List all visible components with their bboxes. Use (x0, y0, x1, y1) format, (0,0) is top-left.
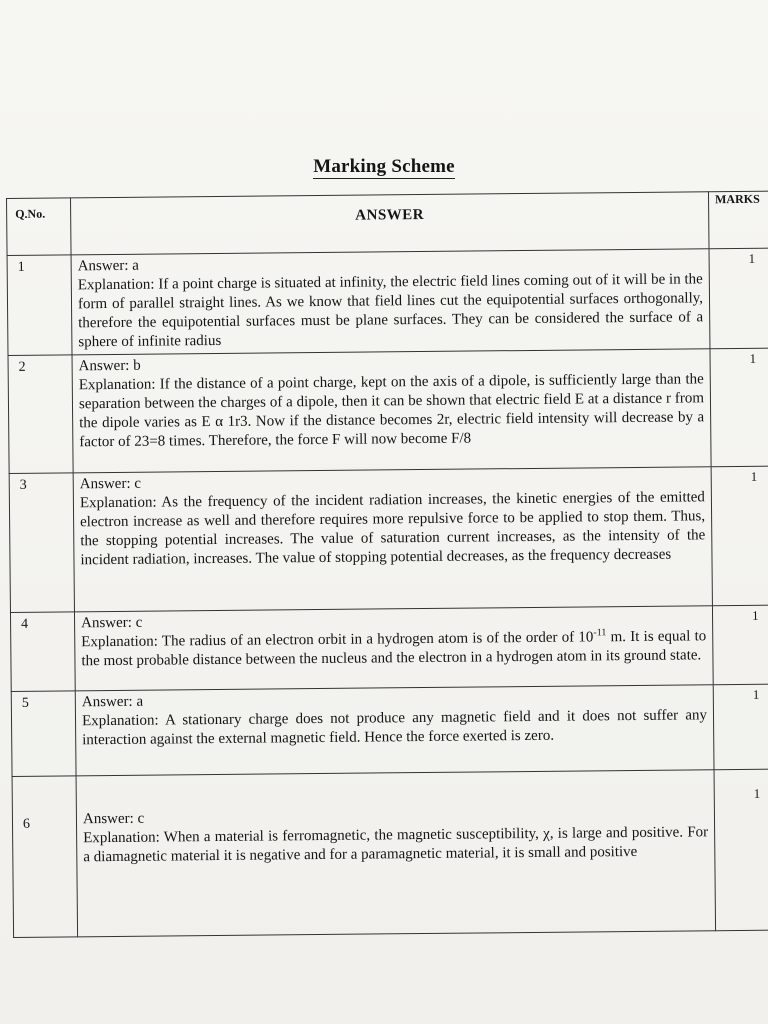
answer-cell (73, 467, 712, 612)
answer-explanation: Explanation: When a material is ferromagnetic, the magnetic susceptibility, χ, is large and positive. For a diamagnetic material it is negative and for a paramagnetic material, it is small and positive (83, 824, 709, 866)
answer-cell (74, 606, 713, 691)
marking-scheme-table (6, 191, 768, 938)
table-header-row (7, 191, 768, 255)
marks-cell (710, 348, 768, 467)
answer-explanation-start: Explanation: The radius of an electron orbit in a hydrogen atom is of the order of 10 (81, 629, 594, 651)
answer-label: Answer: c (81, 614, 143, 632)
marks-value: 1 (752, 686, 760, 702)
marks-cell (714, 769, 768, 931)
answer-cell (72, 349, 711, 473)
answer-cell (75, 685, 714, 776)
answer-cell (71, 249, 710, 355)
answer-label: Answer: a (77, 257, 139, 275)
answer-explanation: Explanation: If a point charge is situated at infinity, the electric field lines coming out of it will be in the form of parallel straight lines. As we know that field lines cut the equipotential surfaces orthogonally, therefore the equipotential surfaces must be plane surfaces. They can be considered the surface of a sphere of infinite radius (77, 271, 704, 351)
question-number: 6 (12, 776, 78, 938)
table-row (7, 248, 768, 355)
table-row (12, 769, 768, 937)
qno-header: Q.No. (7, 198, 72, 256)
marking-scheme-sheet (6, 191, 768, 938)
marks-cell (709, 248, 768, 349)
title-text: Marking Scheme (313, 156, 455, 177)
answer-explanation: Explanation: If the distance of a point charge, kept on the axis of a dipole, is sufficiently large than the separation between the charges of a dipole, then it can be shown that electric field E at a distance r from the dipole varies as E α 1r3. Now if the distance becomes 2r, electric field intensity will decrease by a factor of 23=8 times. Therefore, the force F will now become F/8 (78, 371, 705, 451)
question-number: 3 (9, 473, 74, 613)
question-number: 2 (8, 355, 73, 474)
question-number: 1 (7, 255, 72, 356)
answer-cell (76, 770, 716, 937)
answer-label: Answer: c (79, 475, 142, 493)
marks-cell (712, 605, 768, 685)
marks-value: 1 (750, 468, 758, 484)
question-number: 5 (11, 691, 76, 777)
table-row (10, 605, 768, 691)
answer-explanation-end: m. It is equal to the most probable distance between the nucleus and the electron in a hydrogen atom in its ground state. (81, 628, 707, 670)
answer-label: Answer: c (82, 810, 145, 828)
table-row (11, 684, 768, 776)
answer-explanation: Explanation: A stationary charge does not produce any magnetic field and it does not suffer any interaction against the external magnetic field. Hence the force exerted is zero. (81, 707, 708, 749)
table-row (9, 466, 768, 612)
marks-value: 1 (749, 350, 757, 366)
marks-cell (711, 466, 768, 606)
marks-value: 1 (751, 607, 759, 623)
marks-value: 1 (748, 250, 756, 266)
answer-label: Answer: b (78, 357, 141, 375)
page-title (0, 156, 768, 178)
answer-label: Answer: a (81, 693, 144, 711)
marks-value: 1 (753, 785, 761, 801)
marks-cell (713, 684, 768, 770)
question-number: 4 (10, 612, 75, 692)
answer-header: ANSWER (71, 192, 710, 255)
exponent: -11 (593, 627, 607, 639)
table-row (8, 348, 768, 473)
marks-header: MARKS (708, 191, 768, 249)
answer-explanation: Explanation: As the frequency of the incident radiation increases, the kinetic energies of the emitted electron increase as well and therefore requires more repulsive force to be applied to stop them. Thus, the stopping potential increases. The value of saturation current increases, as the intensity of the incident radiation, increases. The value of stopping potential decreases, as the frequency decreases (79, 489, 706, 569)
